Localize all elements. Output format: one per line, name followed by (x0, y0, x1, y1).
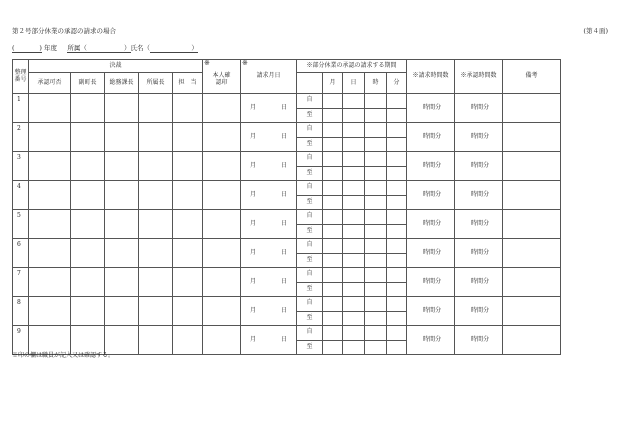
staff-cell[interactable] (173, 326, 203, 355)
minutes-label: 分 (435, 335, 442, 343)
from-day-cell[interactable] (343, 239, 365, 254)
day-label: 日 (281, 248, 288, 256)
approved-hours-cell[interactable] (455, 297, 503, 326)
self-check-cell[interactable] (203, 239, 241, 268)
to-label: 至 (297, 282, 323, 297)
request-date-cell[interactable] (241, 210, 297, 239)
hours-label: 時間 (423, 335, 436, 343)
approval-cell[interactable] (29, 123, 71, 152)
deputy-mayor-cell[interactable] (71, 239, 105, 268)
from-day-cell[interactable] (343, 123, 365, 138)
staff-cell[interactable] (173, 239, 203, 268)
hours-label: 時間 (471, 306, 484, 314)
minutes-label: 分 (483, 335, 490, 343)
row-number: 4 (13, 181, 29, 210)
general-affairs-cell[interactable] (105, 152, 139, 181)
approval-cell[interactable] (29, 181, 71, 210)
from-day-cell[interactable] (343, 326, 365, 341)
to-hour-cell[interactable] (365, 224, 387, 239)
from-label: 自 (297, 152, 323, 167)
deputy-mayor-cell[interactable] (71, 181, 105, 210)
table-row (13, 239, 561, 254)
to-minute-cell[interactable] (387, 282, 407, 297)
staff-cell[interactable] (173, 94, 203, 123)
hours-label: 時間 (471, 103, 484, 111)
header-decision: 決裁 (29, 60, 203, 73)
to-day-cell[interactable] (343, 282, 365, 297)
hours-label: 時間 (423, 219, 436, 227)
minutes-label: 分 (435, 190, 442, 198)
from-month-cell[interactable] (323, 152, 343, 167)
to-month-cell[interactable] (323, 282, 343, 297)
from-minute-cell[interactable] (387, 297, 407, 312)
approved-hours-cell[interactable] (455, 239, 503, 268)
row-number: 2 (13, 123, 29, 152)
table-row (13, 94, 561, 109)
row-number: 8 (13, 297, 29, 326)
row-number: 9 (13, 326, 29, 355)
requested-hours-cell[interactable] (407, 297, 455, 326)
applicant-line (12, 43, 198, 53)
hours-label: 時間 (423, 306, 436, 314)
requested-hours-cell[interactable] (407, 181, 455, 210)
header-month: 月 (323, 73, 343, 94)
self-check-cell[interactable] (203, 123, 241, 152)
to-hour-cell[interactable] (365, 253, 387, 268)
to-hour-cell[interactable] (365, 340, 387, 355)
deputy-mayor-cell[interactable] (71, 210, 105, 239)
to-month-cell[interactable] (323, 253, 343, 268)
staff-cell[interactable] (173, 181, 203, 210)
from-hour-cell[interactable] (365, 94, 387, 109)
remarks-cell[interactable] (503, 123, 561, 152)
hours-label: 時間 (423, 277, 436, 285)
approval-cell[interactable] (29, 239, 71, 268)
deputy-mayor-cell[interactable] (71, 268, 105, 297)
remarks-cell[interactable] (503, 94, 561, 123)
remarks-cell[interactable] (503, 210, 561, 239)
paren-close: ) (39, 44, 42, 52)
from-label: 自 (297, 123, 323, 138)
self-check-cell[interactable] (203, 326, 241, 355)
approved-hours-cell[interactable] (455, 181, 503, 210)
approved-hours-cell[interactable] (455, 152, 503, 181)
request-date-cell[interactable] (241, 123, 297, 152)
day-label: 日 (281, 277, 288, 285)
minutes-label: 分 (435, 306, 442, 314)
remarks-cell[interactable] (503, 297, 561, 326)
header-period-blank (297, 73, 323, 94)
general-affairs-cell[interactable] (105, 123, 139, 152)
hours-label: 時間 (471, 132, 484, 140)
remarks-cell[interactable] (503, 326, 561, 355)
staff-cell[interactable] (173, 152, 203, 181)
self-check-cell[interactable] (203, 210, 241, 239)
minutes-label: 分 (483, 248, 490, 256)
row-number: 1 (13, 94, 29, 123)
row-number: 3 (13, 152, 29, 181)
to-label: 至 (297, 166, 323, 181)
from-label: 自 (297, 268, 323, 283)
from-hour-cell[interactable] (365, 152, 387, 167)
from-minute-cell[interactable] (387, 268, 407, 283)
approval-cell[interactable] (29, 94, 71, 123)
approval-cell[interactable] (29, 152, 71, 181)
form-number: (第４面) (583, 27, 608, 35)
from-minute-cell[interactable] (387, 152, 407, 167)
to-month-cell[interactable] (323, 340, 343, 355)
header-remarks: 備考 (503, 60, 561, 94)
fiscal-year-blank[interactable] (12, 44, 42, 53)
month-label: 月 (250, 190, 257, 198)
request-date-cell[interactable] (241, 181, 297, 210)
from-label: 自 (297, 326, 323, 341)
dept-label: 所属（ (67, 44, 87, 52)
minutes-label: 分 (435, 248, 442, 256)
to-month-cell[interactable] (323, 311, 343, 326)
deputy-mayor-cell[interactable] (71, 152, 105, 181)
to-minute-cell[interactable] (387, 340, 407, 355)
dept-head-cell[interactable] (139, 152, 173, 181)
staff-cell[interactable] (173, 210, 203, 239)
to-month-cell[interactable] (323, 224, 343, 239)
to-day-cell[interactable] (343, 311, 365, 326)
from-hour-cell[interactable] (365, 297, 387, 312)
from-label: 自 (297, 210, 323, 225)
dept-head-cell[interactable] (139, 94, 173, 123)
remarks-cell[interactable] (503, 181, 561, 210)
from-minute-cell[interactable] (387, 94, 407, 109)
footnote: ※印の欄は職員が記入又は確認する。 (12, 352, 115, 359)
to-label: 至 (297, 137, 323, 152)
to-label: 至 (297, 340, 323, 355)
to-day-cell[interactable] (343, 195, 365, 210)
request-date-cell[interactable] (241, 152, 297, 181)
month-label: 月 (250, 219, 257, 227)
hours-label: 時間 (471, 248, 484, 256)
mark-symbol: ※ (204, 59, 210, 67)
year-label: 年度 (43, 44, 57, 52)
header-deputy-mayor: 副町長 (71, 73, 105, 94)
to-hour-cell[interactable] (365, 311, 387, 326)
to-hour-cell[interactable] (365, 108, 387, 123)
deputy-mayor-cell[interactable] (71, 94, 105, 123)
from-hour-cell[interactable] (365, 268, 387, 283)
table-row (13, 123, 561, 138)
from-label: 自 (297, 181, 323, 196)
dept-head-cell[interactable] (139, 123, 173, 152)
to-label: 至 (297, 195, 323, 210)
approval-cell[interactable] (29, 210, 71, 239)
approved-hours-cell[interactable] (455, 268, 503, 297)
approval-cell[interactable] (29, 268, 71, 297)
day-label: 日 (281, 161, 288, 169)
self-check-cell[interactable] (203, 268, 241, 297)
minutes-label: 分 (435, 161, 442, 169)
request-date-cell[interactable] (241, 94, 297, 123)
mark-symbol: ※ (242, 59, 248, 67)
day-label: 日 (281, 335, 288, 343)
remarks-cell[interactable] (503, 268, 561, 297)
dept-head-cell[interactable] (139, 210, 173, 239)
paren-close: ） (124, 44, 131, 52)
dept-head-cell[interactable] (139, 239, 173, 268)
minutes-label: 分 (483, 219, 490, 227)
requested-hours-cell[interactable] (407, 239, 455, 268)
general-affairs-cell[interactable] (105, 210, 139, 239)
self-check-cell[interactable] (203, 181, 241, 210)
header-approval: 承認可否 (29, 73, 71, 94)
to-hour-cell[interactable] (365, 166, 387, 181)
self-check-label: 本人確認印 (212, 71, 231, 86)
approved-hours-cell[interactable] (455, 94, 503, 123)
dept-head-cell[interactable] (139, 326, 173, 355)
header-request-date (241, 60, 297, 94)
request-date-cell[interactable] (241, 326, 297, 355)
day-label: 日 (281, 190, 288, 198)
general-affairs-cell[interactable] (105, 239, 139, 268)
from-label: 自 (297, 297, 323, 312)
from-day-cell[interactable] (343, 210, 365, 225)
month-label: 月 (250, 103, 257, 111)
from-hour-cell[interactable] (365, 123, 387, 138)
to-label: 至 (297, 224, 323, 239)
minutes-label: 分 (483, 306, 490, 314)
from-minute-cell[interactable] (387, 239, 407, 254)
header-requested-hours: ※請求時間数 (407, 60, 455, 94)
header-serial-no: 整理番号 (13, 60, 29, 94)
self-check-cell[interactable] (203, 297, 241, 326)
paren-open: ( (12, 44, 15, 52)
request-date-cell[interactable] (241, 239, 297, 268)
table-row (13, 268, 561, 283)
remarks-cell[interactable] (503, 239, 561, 268)
row-number: 6 (13, 239, 29, 268)
to-minute-cell[interactable] (387, 224, 407, 239)
header-approved-hours: ※承認時間数 (455, 60, 503, 94)
month-label: 月 (250, 335, 257, 343)
hours-label: 時間 (423, 161, 436, 169)
row-number: 7 (13, 268, 29, 297)
to-hour-cell[interactable] (365, 195, 387, 210)
table-row (13, 210, 561, 225)
hours-label: 時間 (423, 248, 436, 256)
general-affairs-cell[interactable] (105, 297, 139, 326)
general-affairs-cell[interactable] (105, 181, 139, 210)
to-day-cell[interactable] (343, 108, 365, 123)
from-minute-cell[interactable] (387, 326, 407, 341)
staff-cell[interactable] (173, 123, 203, 152)
from-month-cell[interactable] (323, 210, 343, 225)
form-title: 第２号部分休業の承認の請求の場合 (12, 27, 116, 35)
request-date-cell[interactable] (241, 297, 297, 326)
general-affairs-cell[interactable] (105, 268, 139, 297)
to-label: 至 (297, 108, 323, 123)
from-day-cell[interactable] (343, 181, 365, 196)
minutes-label: 分 (483, 161, 490, 169)
to-minute-cell[interactable] (387, 311, 407, 326)
department-blank[interactable] (67, 43, 130, 53)
minutes-label: 分 (435, 277, 442, 285)
table-row (13, 297, 561, 312)
from-minute-cell[interactable] (387, 210, 407, 225)
row-number: 5 (13, 210, 29, 239)
hours-label: 時間 (471, 335, 484, 343)
hours-label: 時間 (423, 103, 436, 111)
from-day-cell[interactable] (343, 152, 365, 167)
header-minute: 分 (387, 73, 407, 94)
to-hour-cell[interactable] (365, 137, 387, 152)
to-label: 至 (297, 311, 323, 326)
requested-hours-cell[interactable] (407, 210, 455, 239)
self-check-cell[interactable] (203, 152, 241, 181)
name-label: 氏名（ (130, 44, 151, 52)
deputy-mayor-cell[interactable] (71, 123, 105, 152)
hours-label: 時間 (471, 219, 484, 227)
hours-label: 時間 (471, 161, 484, 169)
from-month-cell[interactable] (323, 326, 343, 341)
to-month-cell[interactable] (323, 195, 343, 210)
minutes-label: 分 (483, 132, 490, 140)
to-minute-cell[interactable] (387, 253, 407, 268)
from-hour-cell[interactable] (365, 210, 387, 225)
from-month-cell[interactable] (323, 268, 343, 283)
request-date-cell[interactable] (241, 268, 297, 297)
staff-cell[interactable] (173, 297, 203, 326)
minutes-label: 分 (483, 190, 490, 198)
requested-hours-cell[interactable] (407, 123, 455, 152)
approved-hours-cell[interactable] (455, 326, 503, 355)
to-day-cell[interactable] (343, 340, 365, 355)
to-day-cell[interactable] (343, 137, 365, 152)
to-minute-cell[interactable] (387, 166, 407, 181)
hours-label: 時間 (423, 190, 436, 198)
dept-head-cell[interactable] (139, 181, 173, 210)
from-month-cell[interactable] (323, 94, 343, 109)
minutes-label: 分 (483, 103, 490, 111)
to-minute-cell[interactable] (387, 137, 407, 152)
request-date-label: 請求月日 (256, 72, 281, 80)
minutes-label: 分 (435, 103, 442, 111)
to-minute-cell[interactable] (387, 108, 407, 123)
hours-label: 時間 (471, 277, 484, 285)
month-label: 月 (250, 161, 257, 169)
to-month-cell[interactable] (323, 108, 343, 123)
day-label: 日 (281, 219, 288, 227)
minutes-label: 分 (435, 132, 442, 140)
requested-hours-cell[interactable] (407, 268, 455, 297)
from-day-cell[interactable] (343, 297, 365, 312)
day-label: 日 (281, 103, 288, 111)
requested-hours-cell[interactable] (407, 326, 455, 355)
header-dept-head: 所属長 (139, 73, 173, 94)
minutes-label: 分 (435, 219, 442, 227)
from-day-cell[interactable] (343, 268, 365, 283)
requested-hours-cell[interactable] (407, 152, 455, 181)
from-month-cell[interactable] (323, 297, 343, 312)
to-label: 至 (297, 253, 323, 268)
paren-close: ） (191, 44, 198, 52)
dept-head-cell[interactable] (139, 268, 173, 297)
from-month-cell[interactable] (323, 181, 343, 196)
deputy-mayor-cell[interactable] (71, 297, 105, 326)
month-label: 月 (250, 248, 257, 256)
requested-hours-cell[interactable] (407, 94, 455, 123)
header-day: 日 (343, 73, 365, 94)
month-label: 月 (250, 132, 257, 140)
request-table (12, 59, 561, 355)
from-hour-cell[interactable] (365, 181, 387, 196)
staff-cell[interactable] (173, 268, 203, 297)
header-hour: 時 (365, 73, 387, 94)
from-month-cell[interactable] (323, 123, 343, 138)
day-label: 日 (281, 306, 288, 314)
to-hour-cell[interactable] (365, 282, 387, 297)
header-period: ※部分休業の承認の請求する期間 (297, 60, 407, 73)
hours-label: 時間 (423, 132, 436, 140)
to-day-cell[interactable] (343, 166, 365, 181)
table-row (13, 152, 561, 167)
month-label: 月 (250, 306, 257, 314)
minutes-label: 分 (483, 277, 490, 285)
from-minute-cell[interactable] (387, 123, 407, 138)
to-minute-cell[interactable] (387, 195, 407, 210)
to-month-cell[interactable] (323, 166, 343, 181)
hours-label: 時間 (471, 190, 484, 198)
from-hour-cell[interactable] (365, 326, 387, 341)
table-row (13, 326, 561, 341)
to-month-cell[interactable] (323, 137, 343, 152)
header-general-affairs: 総務課長 (105, 73, 139, 94)
from-label: 自 (297, 94, 323, 109)
to-day-cell[interactable] (343, 253, 365, 268)
table-row (13, 181, 561, 196)
general-affairs-cell[interactable] (105, 94, 139, 123)
to-day-cell[interactable] (343, 224, 365, 239)
day-label: 日 (281, 132, 288, 140)
header-staff: 担 当 (173, 73, 203, 94)
from-day-cell[interactable] (343, 94, 365, 109)
approval-cell[interactable] (29, 297, 71, 326)
header-self-check (203, 60, 241, 94)
from-hour-cell[interactable] (365, 239, 387, 254)
dept-head-cell[interactable] (139, 297, 173, 326)
approved-hours-cell[interactable] (455, 123, 503, 152)
remarks-cell[interactable] (503, 152, 561, 181)
from-minute-cell[interactable] (387, 181, 407, 196)
month-label: 月 (250, 277, 257, 285)
from-month-cell[interactable] (323, 239, 343, 254)
self-check-cell[interactable] (203, 94, 241, 123)
from-label: 自 (297, 239, 323, 254)
name-blank[interactable] (150, 43, 198, 53)
approved-hours-cell[interactable] (455, 210, 503, 239)
